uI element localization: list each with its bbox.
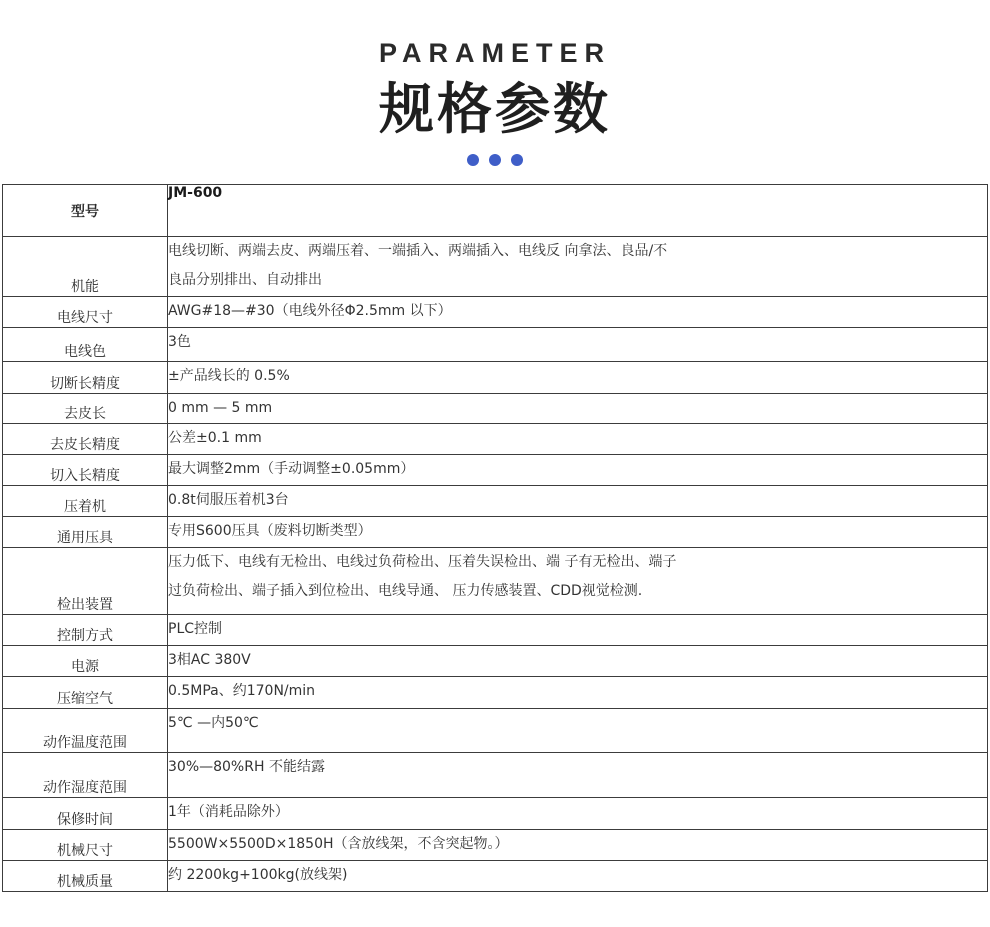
table-row	[3, 646, 988, 677]
spec-value-line: 最大调整2mm（手动调整±0.05mm）	[168, 461, 415, 477]
spec-value	[168, 424, 988, 455]
dot-icon	[467, 154, 479, 166]
spec-value	[168, 615, 988, 646]
spec-label: 保修时间	[3, 798, 168, 830]
table-row-model	[3, 185, 988, 237]
spec-label: 压着机	[3, 486, 168, 517]
model-value: JM-600	[168, 185, 988, 237]
spec-value-line: 0.5MPa、约170N/min	[168, 683, 316, 699]
table-row	[3, 455, 988, 486]
spec-label: 检出装置	[3, 548, 168, 615]
spec-label: 去皮长	[3, 394, 168, 424]
table-row	[3, 424, 988, 455]
spec-value	[168, 328, 988, 362]
spec-value	[168, 362, 988, 394]
spec-label: 动作湿度范围	[3, 753, 168, 798]
table-row	[3, 486, 988, 517]
table-row	[3, 394, 988, 424]
spec-value-line: 1年（消耗品除外）	[168, 804, 289, 820]
table-row	[3, 709, 988, 753]
table-row	[3, 328, 988, 362]
model-label: 型号	[3, 185, 168, 237]
table-row	[3, 237, 988, 297]
spec-value-line: 0.8t伺服压着机3台	[168, 492, 289, 508]
spec-value-line: 3色	[168, 334, 191, 350]
spec-value-line: 公差±0.1 mm	[168, 430, 262, 446]
decorative-dots	[0, 154, 990, 166]
spec-table	[2, 184, 988, 892]
spec-value-line: 过负荷检出、端子插入到位检出、电线导通、 压力传感装置、CDD视觉检测.	[168, 583, 643, 599]
spec-value-line: 专用S600压具（废料切断类型）	[168, 523, 372, 539]
spec-label: 电源	[3, 646, 168, 677]
spec-label: 机械尺寸	[3, 830, 168, 861]
spec-value	[168, 517, 988, 548]
spec-value	[168, 861, 988, 892]
spec-value	[168, 297, 988, 328]
spec-label: 去皮长精度	[3, 424, 168, 455]
spec-value-line: 5500W×5500D×1850H（含放线架，不含突起物。）	[168, 836, 509, 852]
spec-value	[168, 646, 988, 677]
spec-label: 电线尺寸	[3, 297, 168, 328]
table-row	[3, 517, 988, 548]
spec-value	[168, 237, 988, 297]
spec-value	[168, 753, 988, 798]
table-row	[3, 798, 988, 830]
spec-value-line: 0 mm — 5 mm	[168, 400, 273, 416]
spec-value	[168, 394, 988, 424]
spec-value-line: 压力低下、电线有无检出、电线过负荷检出、压着失误检出、端 子有无检出、端子	[168, 554, 677, 570]
spec-value	[168, 677, 988, 709]
spec-label: 机能	[3, 237, 168, 297]
spec-value-line: 3相AC 380V	[168, 652, 251, 668]
spec-value-line: ±产品线长的 0.5%	[168, 368, 290, 384]
spec-value	[168, 798, 988, 830]
spec-value-line: 5℃ —内50℃	[168, 715, 259, 731]
table-row	[3, 753, 988, 798]
table-row	[3, 861, 988, 892]
section-title-cn: 规格参数	[378, 77, 611, 141]
spec-label: 电线色	[3, 328, 168, 362]
spec-value-line: 30%—80%RH 不能结露	[168, 759, 325, 775]
dot-icon	[489, 154, 501, 166]
spec-label: 切断长精度	[3, 362, 168, 394]
spec-value	[168, 455, 988, 486]
spec-value-line: AWG#18—#30（电线外径Φ2.5mm 以下）	[168, 303, 452, 319]
spec-value	[168, 548, 988, 615]
table-row	[3, 297, 988, 328]
spec-value-line: 良品分别排出、自动排出	[168, 272, 322, 288]
spec-label: 切入长精度	[3, 455, 168, 486]
spec-label: 压缩空气	[3, 677, 168, 709]
spec-value-line: 约 2200kg+100kg(放线架)	[168, 867, 348, 883]
section-title-en: PARAMETER	[378, 38, 611, 68]
spec-value	[168, 486, 988, 517]
spec-label: 控制方式	[3, 615, 168, 646]
spec-value-line: 电线切断、两端去皮、两端压着、一端插入、两端插入、电线反 向拿法、良品/不	[168, 243, 668, 259]
table-row	[3, 548, 988, 615]
table-row	[3, 362, 988, 394]
spec-value	[168, 709, 988, 753]
spec-value-line: PLC控制	[168, 621, 223, 637]
spec-label: 动作温度范围	[3, 709, 168, 753]
table-row	[3, 615, 988, 646]
spec-label: 机械质量	[3, 861, 168, 892]
table-row	[3, 677, 988, 709]
spec-label: 通用压具	[3, 517, 168, 548]
dot-icon	[511, 154, 523, 166]
spec-value	[168, 830, 988, 861]
table-row	[3, 830, 988, 861]
